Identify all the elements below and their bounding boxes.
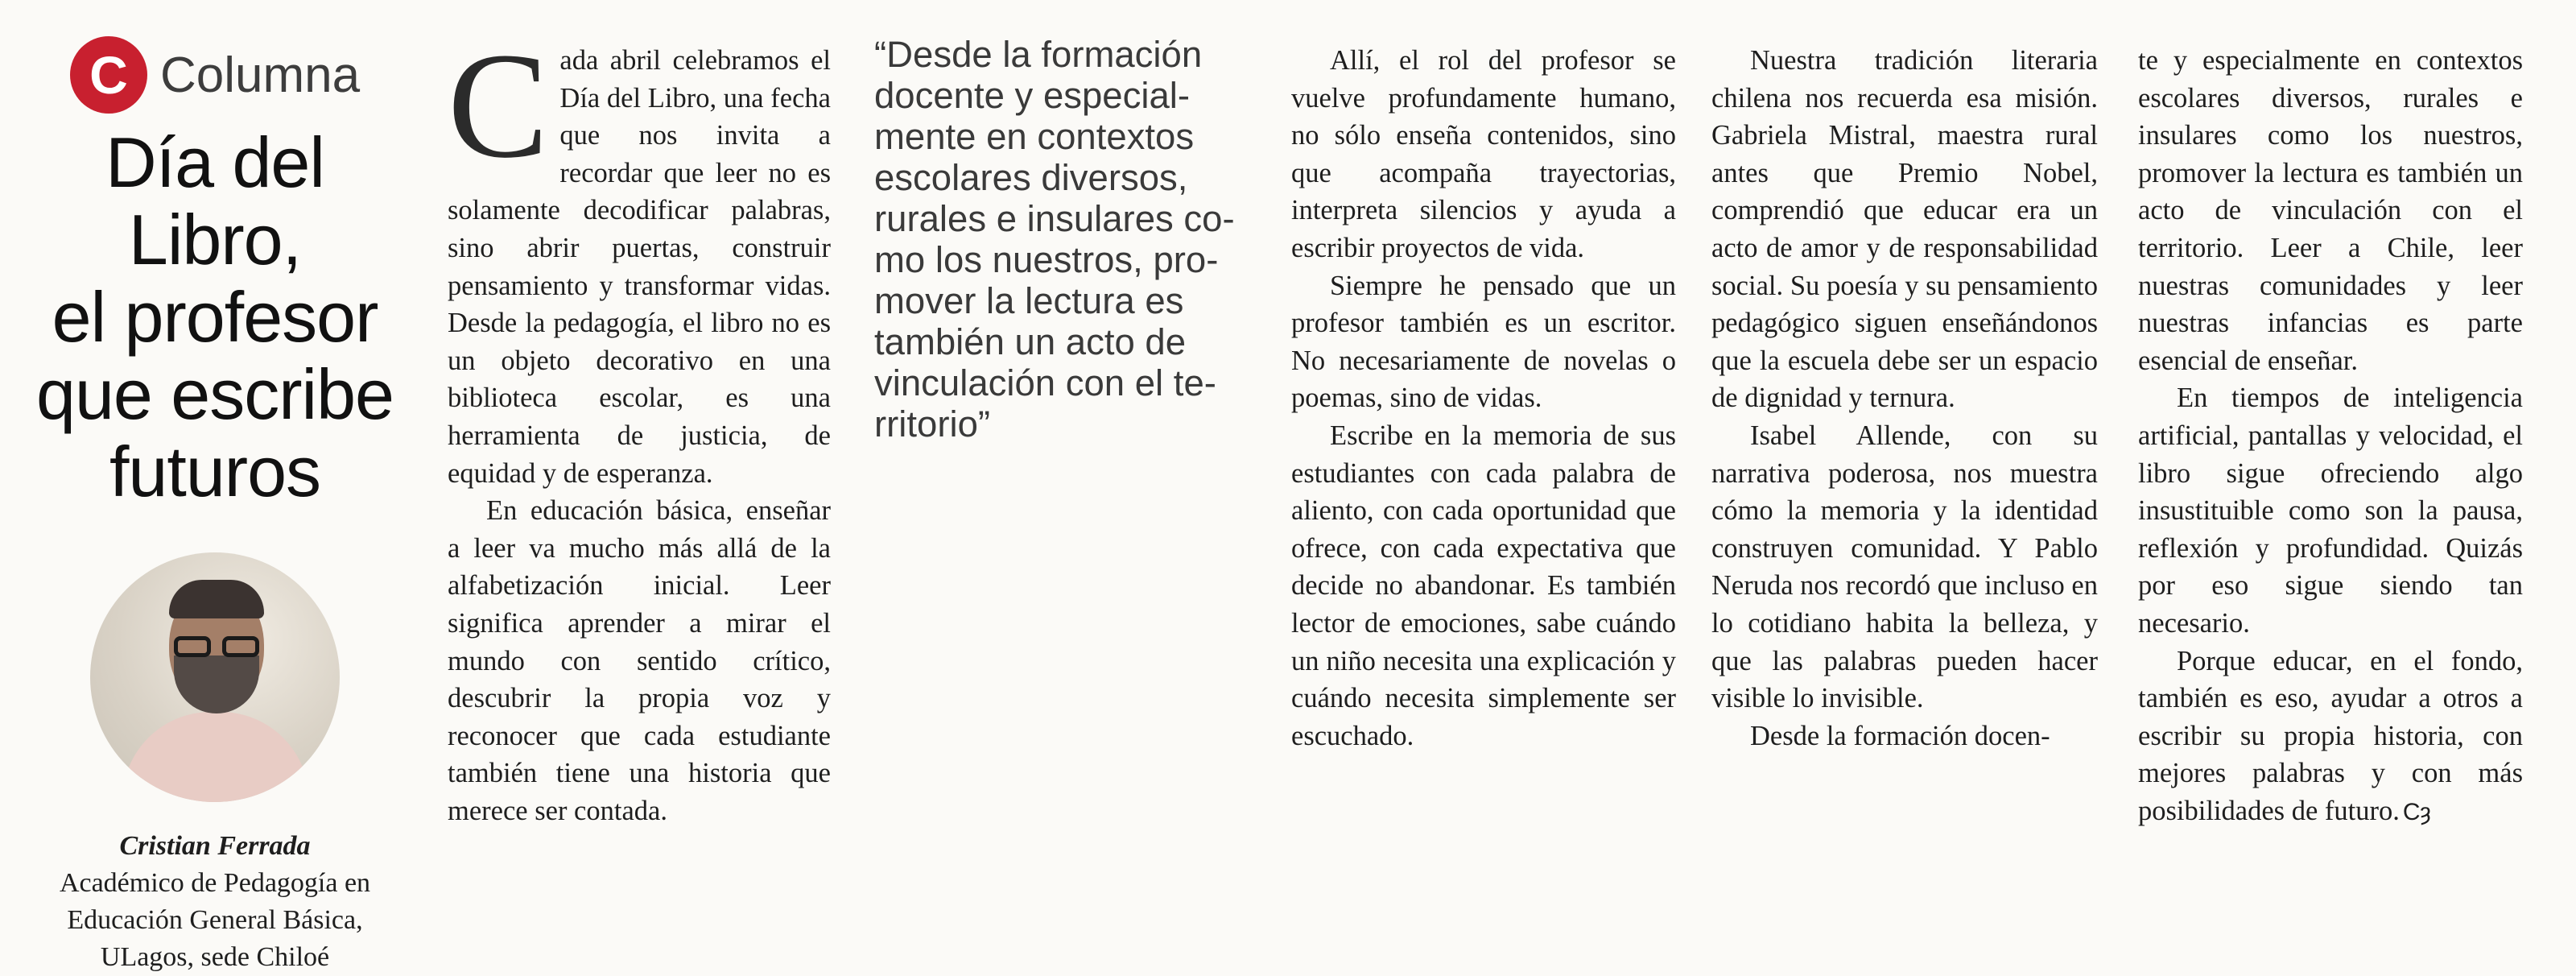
author-role-line: Académico de Pedagogía en bbox=[59, 868, 371, 898]
pull-quote-line: rurales e insulares co- bbox=[874, 198, 1235, 239]
article-column-3 bbox=[1291, 42, 1676, 755]
article-paragraph-text: Porque educar, en el fondo, también es eso, ayudar a otros a escribir su propia historia, con mejores palabras y con más posibilidades de futuro. bbox=[2138, 645, 2523, 826]
article-column-4 bbox=[1711, 42, 2098, 755]
pull-quote-line: mente en contextos bbox=[874, 116, 1195, 157]
end-of-article-icon: Cȝ bbox=[2402, 798, 2431, 825]
drop-cap: C bbox=[448, 21, 549, 189]
author-photo-shirt bbox=[122, 712, 309, 802]
section-logo-icon: C bbox=[70, 36, 147, 114]
article-sidebar bbox=[26, 31, 404, 976]
article-paragraph: Allí, el rol del profesor se vuelve profundamente humano, no sólo enseña contenidos, sino que acompaña trayectorias, interpreta silencios y ayuda a escribir proyectos de vida. bbox=[1291, 45, 1676, 263]
pull-quote-line: vinculación con el te- bbox=[874, 362, 1216, 403]
article-column-5 bbox=[2138, 42, 2523, 831]
author-photo-hair bbox=[169, 580, 264, 618]
author-photo bbox=[90, 552, 340, 802]
article-paragraph: En tiempos de inteligencia artificial, pantallas y velocidad, el libro sigue ofreciendo algo insustituible como son la pausa, reflexión y profundidad. Quizás por eso sigue siendo tan necesario. bbox=[2138, 383, 2523, 639]
article-paragraph: ada abril celebramos el Día del Libro, una fecha que nos invita a recordar que leer no es solamente decodificar palabras, sino abrir puertas, construir pensamiento y transformar vidas. Desde la pedagogía, el libro no es un objeto decorativo en una biblioteca escolar, es una herramienta de justicia, de equidad y de esperanza. bbox=[448, 45, 831, 489]
pull-quote-line: escolares diversos, bbox=[874, 157, 1188, 198]
article-paragraph: Nuestra tradición literaria chilena nos recuerda esa misión. Gabriela Mistral, maestra rural antes que Premio Nobel, comprendió que educar era un acto de amor y de responsabilidad social. Su poesía y su pensamiento pedagógico siguen enseñándonos que la escuela debe ser un espacio de dignidad y ternura. bbox=[1711, 45, 2098, 414]
section-name: Columna bbox=[159, 47, 361, 103]
pull-quote bbox=[874, 34, 1253, 445]
pull-quote-line: también un acto de bbox=[874, 321, 1187, 362]
author-name: Cristian Ferrada bbox=[119, 831, 311, 861]
headline-line: Día del Libro, bbox=[105, 122, 324, 279]
author-role-line: ULagos, sede Chiloé bbox=[100, 942, 330, 972]
author-photo-beard bbox=[174, 655, 259, 713]
section-header bbox=[26, 31, 404, 119]
glasses-icon bbox=[171, 636, 262, 659]
author-role-line: Educación General Básica, bbox=[67, 905, 363, 935]
article-paragraph: Escribe en la memoria de sus estudiantes con cada palabra de aliento, con cada oportunidad que ofrece, con cada expectativa que decide no abandonar. Es también lector de emociones, sabe cuándo un niño necesita una explicación y cuándo necesita simplemente ser escuchado. bbox=[1291, 420, 1676, 751]
article-paragraph: Desde la formación docen- bbox=[1750, 720, 2050, 751]
headline bbox=[26, 124, 404, 511]
pull-quote-line: docente y especial- bbox=[874, 75, 1191, 116]
author-role bbox=[26, 865, 404, 976]
article-paragraph: Siempre he pensado que un profesor también es un escritor. No necesariamente de novelas o poemas, sino de vidas. bbox=[1291, 270, 1676, 414]
pull-quote-line: “Desde la formación bbox=[874, 34, 1203, 75]
pull-quote-line: mover la lectura es bbox=[874, 280, 1184, 321]
article-paragraph bbox=[2138, 643, 2523, 832]
article-paragraph: te y especialmente en contextos escolares diversos, rurales e insulares como los nuestros, promover la lectura es también un acto de vinculación con el territorio. Leer a Chile, leer nuestras comunidades y leer nuestras infancias es parte esencial de enseñar. bbox=[2138, 45, 2523, 376]
pull-quote-line: mo los nuestros, pro- bbox=[874, 239, 1219, 280]
headline-line: que escribe bbox=[36, 354, 394, 434]
headline-line: el profesor bbox=[52, 277, 378, 357]
article-paragraph: Isabel Allende, con su narrativa poderosa, nos muestra cómo la memoria y la identidad construyen comunidad. Y Pablo Neruda nos recordó que incluso en lo cotidiano habita la belleza, y que las palabras pueden hacer visible lo invisible. bbox=[1711, 420, 2098, 714]
headline-line: futuros bbox=[109, 432, 321, 511]
pull-quote-line: rritorio” bbox=[874, 403, 991, 445]
article-column-1 bbox=[448, 21, 831, 829]
article-paragraph: En educación básica, enseñar a leer va mucho más allá de la alfabetización inicial. Leer significa aprender a mirar el mundo con sentido crítico, descubrir la propia voz y reconocer que cada estudiante también tiene una historia que merece ser contada. bbox=[448, 495, 831, 826]
